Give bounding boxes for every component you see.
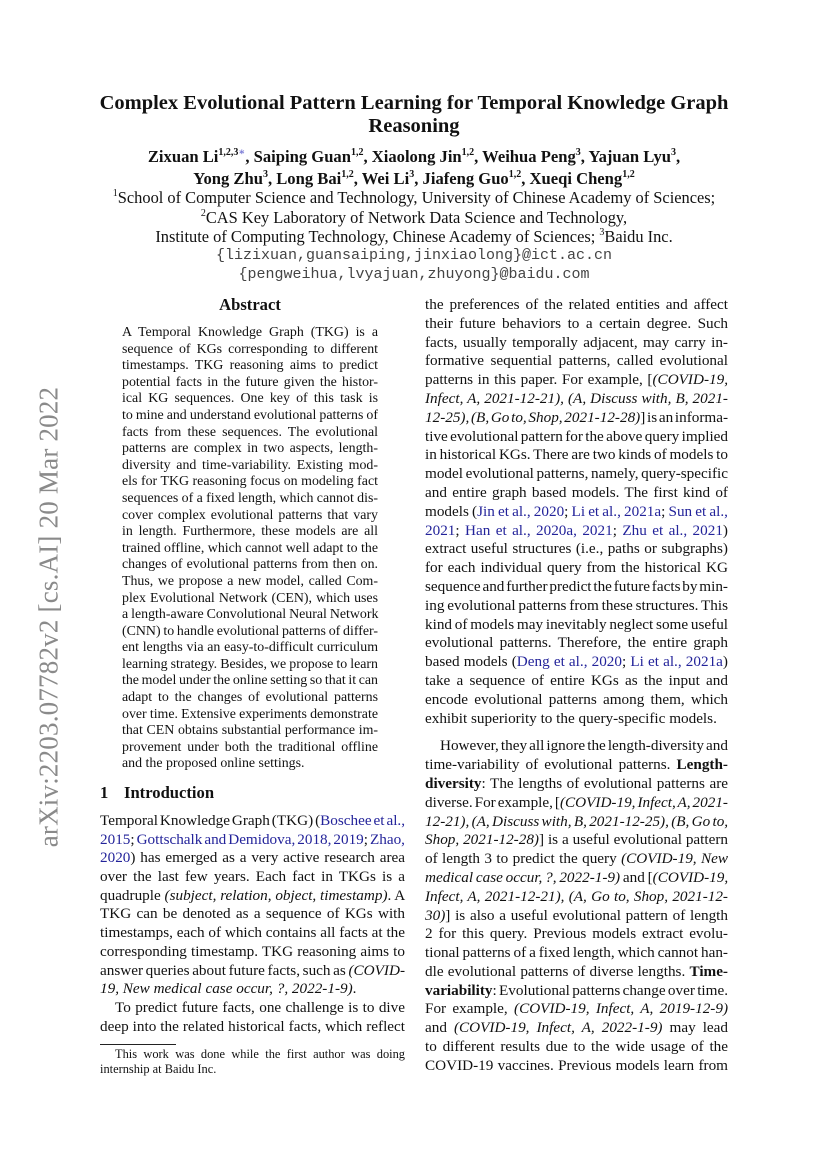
author-name: Jiafeng Guo <box>422 169 509 188</box>
citation-link[interactable]: Jin et al., 2020 <box>477 502 565 520</box>
text-line <box>122 325 378 342</box>
section-number: 1 <box>100 783 109 802</box>
author <box>372 147 474 166</box>
text-line <box>122 690 378 707</box>
text: based models ( <box>425 653 517 671</box>
text-line <box>425 813 728 832</box>
author <box>362 169 414 188</box>
text: potential facts in the future given the histor- <box>122 374 378 390</box>
introduction-left-column <box>100 812 405 1036</box>
text-line <box>122 474 378 491</box>
text: deep into the related historical facts, which reflect <box>100 1017 405 1035</box>
text-line <box>122 640 378 657</box>
text: ) <box>722 521 728 539</box>
italic-text: 12-21), (A, Discuss with, B, 2021-12-25), (B, Go to, <box>425 812 729 830</box>
text: the model under the online setting so that it can <box>122 673 378 689</box>
text: patterns are complex in two aspects, length- <box>122 441 378 457</box>
text: changes of evolutional patterns from then on. <box>122 557 378 573</box>
text: extract useful structures (i.e., paths or subgraphs) <box>425 540 728 558</box>
text-line <box>425 522 728 541</box>
italic-text: (subject, relation, object, timestamp) <box>164 886 388 904</box>
text-line <box>425 982 728 1001</box>
citation-link[interactable]: 2020 <box>100 849 131 867</box>
author-line <box>60 146 768 168</box>
text-line <box>122 508 378 525</box>
text: formative sequential patterns, called evolutional <box>425 352 728 370</box>
text-line <box>100 980 405 999</box>
text-line <box>122 524 378 541</box>
author-affiliation-marks: 1,2 <box>350 147 364 158</box>
bold-text: Time- <box>689 962 728 980</box>
email-line: {lizixuan,guansaiping,jinxiaolong}@ict.ac.cn <box>215 247 613 264</box>
text: ) <box>722 653 728 671</box>
citation-link[interactable]: Han et al., 2020a, 2021 <box>465 521 613 539</box>
text-line <box>122 491 378 508</box>
text: To predict future facts, one challenge is to dive <box>115 998 405 1016</box>
text: time-variability of evolutional patterns. <box>425 756 677 774</box>
text-line <box>425 296 728 315</box>
text: 2 for this query. Previous models extract evolu- <box>425 925 728 943</box>
section-title: Introduction <box>124 783 215 802</box>
text-line <box>122 657 378 674</box>
author-name: Zixuan Li <box>147 147 219 166</box>
text-line <box>122 425 378 442</box>
text-line <box>425 616 728 635</box>
text: diverse. For example, [ <box>425 793 560 811</box>
author-name: Wei Li <box>361 169 410 188</box>
text-line <box>425 756 728 775</box>
paragraph-gap <box>425 728 728 737</box>
text: to different results due to the wide usage of the <box>425 1038 728 1056</box>
italic-text: Infect, A, 2021-12-21), (A, Go to, Shop, 2021-12- <box>425 887 728 905</box>
affiliation-text: Institute of Computing Technology, Chinese Academy of Sciences; <box>155 227 600 247</box>
text: plex Evolutional Network (CEN), which uses <box>122 590 378 606</box>
footnote-line: internship at Baidu Inc. <box>100 1061 217 1076</box>
text: adapt to the changes of evolutional patterns <box>122 690 378 706</box>
text: Thus, we propose a new model, called Com- <box>122 573 378 589</box>
text-line <box>122 557 378 574</box>
text-line <box>122 624 378 641</box>
text: and <box>425 1019 454 1037</box>
text-line <box>425 691 728 710</box>
text-line <box>100 812 405 831</box>
affiliation-text: Baidu Inc. <box>604 227 673 247</box>
text: ] is an informa- <box>640 408 729 426</box>
author-name: Xueqi Cheng <box>529 169 623 188</box>
text: exhibit superiority to the query-specific models. <box>425 709 717 727</box>
text-line <box>122 375 378 392</box>
text-line <box>425 1019 728 1038</box>
citation-link[interactable]: Boschee et al., <box>320 812 406 829</box>
title-line: Reasoning <box>368 115 460 137</box>
author <box>482 147 581 166</box>
text: : The lengths of evolutional patterns are <box>481 774 728 792</box>
citation-link[interactable]: Zhao, <box>369 830 405 848</box>
text: of length 3 to predict the query <box>425 850 622 868</box>
bold-text: diversity <box>425 774 482 792</box>
separator: , <box>414 169 423 188</box>
author-name: Saiping Guan <box>253 147 351 166</box>
text-line <box>100 962 405 981</box>
italic-text: 19, New medical case occur, ?, 2022-1-9) <box>100 980 353 998</box>
text-line <box>425 672 728 691</box>
text-line <box>425 634 728 653</box>
text-line <box>425 869 728 888</box>
text: tive evolutional pattern for the above query implied <box>425 427 728 445</box>
text: corresponding timestamp. TKG reasoning aims to <box>100 942 405 960</box>
text-line <box>425 409 728 428</box>
author-affiliation-marks: 1,2 <box>622 169 635 180</box>
text: answer queries about future facts, such as <box>100 961 349 979</box>
affiliation-text: CAS Key Laboratory of Network Data Science and Technology, <box>205 207 628 227</box>
text: learning strategy. Besides, we propose to learn <box>122 656 378 672</box>
text: ; <box>612 521 623 539</box>
text: models ( <box>425 502 478 520</box>
author-line <box>60 168 768 190</box>
introduction-right-column <box>425 296 728 1076</box>
text-line <box>100 887 405 906</box>
text-line <box>425 907 728 926</box>
italic-text: (COVID-19, <box>652 371 728 389</box>
text-line <box>425 963 728 982</box>
text-line <box>425 794 728 813</box>
text: Temporal Knowledge Graph (TKG) ( <box>100 812 321 829</box>
text: timestamps. TKG reasoning aims to predict <box>122 358 378 374</box>
text: sequence and further predict the future facts by min- <box>425 577 728 595</box>
author <box>148 147 245 166</box>
text: facts, usually temporally adjacent, may carry in- <box>425 333 728 351</box>
citation-link[interactable]: Li et al., 2021a <box>630 653 723 671</box>
text: and entire graph based models. The first kind of <box>425 483 728 501</box>
text: ; <box>661 502 669 520</box>
text: . A <box>387 886 406 904</box>
separator: , <box>675 147 681 166</box>
text-line <box>425 850 728 869</box>
text-line <box>100 1018 405 1037</box>
text: ] is a useful evolutional pattern <box>539 831 728 849</box>
italic-text: (COVID- <box>348 961 405 979</box>
text-line <box>122 358 378 375</box>
abstract-heading: Abstract <box>219 295 281 314</box>
abstract-body <box>122 325 378 773</box>
text-line <box>122 591 378 608</box>
text: (CNN) to handle evolutional patterns of differ- <box>122 623 378 639</box>
author-name: Weihua Peng <box>482 147 576 166</box>
text: : Evolutional patterns change over time. <box>492 981 728 999</box>
italic-text: 30) <box>425 906 446 924</box>
separator: , <box>363 147 372 166</box>
text: ; <box>622 653 631 671</box>
italic-text: medical case occur, ?, 2022-1-9) <box>425 868 621 886</box>
text-line <box>122 342 378 359</box>
text-line <box>425 503 728 522</box>
text: ; <box>363 830 370 848</box>
text: provement under both the traditional offline <box>122 739 378 755</box>
text: and [ <box>620 868 653 886</box>
text-line <box>425 428 728 447</box>
text-line <box>100 831 405 850</box>
author-affiliation-marks: 1,2,3 <box>218 147 239 158</box>
author-name: Long Bai <box>276 169 342 188</box>
text-line <box>122 673 378 690</box>
text: For example, <box>425 1000 515 1018</box>
italic-text: (COVID-19, New <box>621 850 728 868</box>
text: patterns in this paper. For example, [ <box>425 371 653 389</box>
text: their future behaviors to a certain degree. Such <box>425 314 728 332</box>
affiliations <box>40 188 788 247</box>
text: kind of models may inevitably neglect some useful <box>425 615 729 633</box>
author-affiliation-marks: 1,2 <box>341 169 354 180</box>
text: facts from these sequences. The evolutional <box>122 424 378 440</box>
text-line <box>100 905 405 924</box>
paragraph <box>100 999 405 1036</box>
text: cover complex evolutional patterns that vary <box>122 507 378 523</box>
footnote-divider <box>100 1044 176 1045</box>
text-line <box>100 943 405 962</box>
text: A Temporal Knowledge Graph (TKG) is a <box>122 325 378 340</box>
text: quadruple <box>100 886 165 904</box>
text-line <box>425 578 728 597</box>
text: sequence of KGs corresponding to different <box>122 341 378 357</box>
text: the preferences of the related entities and affect <box>425 296 728 313</box>
separator: , <box>245 147 254 166</box>
text-line <box>100 999 405 1018</box>
text: for each individual query from the historical KG <box>425 559 728 577</box>
text-line <box>122 723 378 740</box>
text-line <box>122 541 378 558</box>
citation-link[interactable]: Sun et al., <box>668 502 728 520</box>
text-line <box>425 334 728 353</box>
author <box>254 147 364 166</box>
text-line <box>122 408 378 425</box>
affiliation-text: School of Computer Science and Technology, University of Chinese Academy of Sciences; <box>117 188 716 207</box>
author-name: Xiaolong Jin <box>371 147 462 166</box>
author-affiliation-marks: 1,2 <box>461 147 475 158</box>
footnote-line: This work was done while the first author was doing <box>115 1047 405 1061</box>
text: over time. Extensive experiments demonstrate <box>122 706 378 722</box>
bold-text: Length- <box>676 756 728 774</box>
text: ent lengths via an easy-to-difficult curriculum <box>122 640 378 656</box>
text-line <box>425 446 728 465</box>
author-list <box>60 146 768 190</box>
text: evolutional patterns. Therefore, the entire graph <box>425 634 728 652</box>
citation-link[interactable]: Gottschalk and Demidova, 2018, 2019 <box>136 830 364 848</box>
affiliation-number: 1 <box>112 188 118 199</box>
text-line <box>425 597 728 616</box>
bold-text: variability <box>425 981 493 999</box>
text-line <box>425 484 728 503</box>
separator: , <box>353 169 362 188</box>
text-line <box>122 458 378 475</box>
affiliation-line <box>40 188 788 208</box>
author-affiliation-marks: 1,2 <box>508 169 522 180</box>
text-line <box>425 1000 728 1019</box>
separator: , <box>474 147 483 166</box>
italic-text: Shop, 2021-12-28) <box>425 831 539 849</box>
italic-text: (COVID-19, Infect, A, 2022-1-9) <box>453 1019 663 1037</box>
text: timestamps, each of which contains all facts at the <box>100 924 405 942</box>
text: ing evolutional patterns from these structures. This <box>425 596 728 614</box>
text-line <box>122 740 378 757</box>
text: ical KG sequences. One key of this task is <box>122 391 378 407</box>
affiliation-line <box>40 227 788 247</box>
text-line <box>425 315 728 334</box>
text: sequences of a fixed length, which cannot dis- <box>122 490 378 506</box>
text-line <box>425 1038 728 1057</box>
text: ] is also a useful evolutional pattern of length <box>445 906 728 924</box>
text-line <box>100 924 405 943</box>
text: and the proposed online settings. <box>122 756 305 772</box>
text: However, they all ignore the length-diversity and <box>440 737 728 755</box>
italic-text: (COVID-19, Infect, A, 2019-12-9) <box>514 1000 729 1018</box>
author-affiliation-marks: 3 <box>409 169 415 180</box>
author-name: Yajuan Lyu <box>588 147 671 166</box>
italic-text: (COVID-19, <box>652 868 729 886</box>
citation-link[interactable]: Li et al., 2021a <box>571 502 662 520</box>
text-line <box>425 540 728 559</box>
text: trained offline, which cannot well adapt to the <box>122 540 378 556</box>
text-line <box>122 574 378 591</box>
text: ; <box>564 502 572 520</box>
text: a length-aware Convolutional Neural Network <box>122 607 379 623</box>
separator: , <box>267 169 277 188</box>
text: in historical KGs. There are two kinds of models to <box>425 446 728 464</box>
separator: , <box>521 169 530 188</box>
footnote-mark[interactable]: ∗ <box>238 147 246 158</box>
citation-link[interactable]: Deng et al., 2020 <box>516 653 622 671</box>
text: tional patterns of a fixed length, which cannot han- <box>425 944 728 962</box>
text-line <box>100 868 405 887</box>
text-line <box>425 559 728 578</box>
text: els for TKG reasoning focus on modeling fact <box>122 474 378 490</box>
text: ; <box>130 830 137 848</box>
email-line: {pengweihua,lvyajuan,zhuyong}@baidu.com <box>238 265 590 283</box>
text-line <box>425 710 728 729</box>
italic-text: Infect, A, 2021-12-21), (A, Discuss with, B, 2021- <box>425 389 728 407</box>
text-line <box>425 465 728 484</box>
text-line <box>122 756 378 773</box>
text: may lead <box>662 1019 728 1037</box>
text-line <box>425 352 728 371</box>
text: to mine and understand evolutional patterns of <box>122 407 378 423</box>
text: diversity and time-variability. Existing mod- <box>122 457 378 473</box>
text: take a sequence of entire KGs as the input and <box>425 671 728 689</box>
text: that CEN obtains substantial performance im- <box>122 723 378 739</box>
paragraph <box>425 737 728 1075</box>
paragraph <box>122 325 378 773</box>
author-affiliation-marks: 3 <box>670 147 676 158</box>
text: model evolutional patterns, namely, query-specific <box>425 465 728 483</box>
citation-link[interactable]: 2021 <box>425 521 456 539</box>
text: encode evolutional patterns among them, which <box>425 690 728 708</box>
affiliation-number: 3 <box>599 227 605 239</box>
author <box>276 169 354 188</box>
text-line <box>100 849 405 868</box>
text-line <box>122 607 378 624</box>
text: ; <box>455 521 465 539</box>
text: in length. Furthermore, these models are all <box>122 524 378 540</box>
citation-link[interactable]: Zhu et al., 2021 <box>622 521 723 539</box>
author-affiliation-marks: 3 <box>262 169 268 180</box>
text-line <box>122 441 378 458</box>
text-line <box>425 737 728 756</box>
author <box>530 169 635 188</box>
text-line <box>425 775 728 794</box>
text-line <box>425 831 728 850</box>
affiliation-line <box>40 208 788 228</box>
author <box>193 169 268 188</box>
italic-text: 12-25), (B, Go to, Shop, 2021-12-28) <box>425 408 641 426</box>
author-emails <box>60 247 768 285</box>
paragraph <box>100 812 405 999</box>
text: TKG can be denoted as a sequence of KGs with <box>100 905 405 923</box>
author-affiliation-marks: 3 <box>575 147 581 158</box>
author-name: Yong Zhu <box>193 169 263 188</box>
text: . <box>352 980 357 998</box>
separator: , <box>580 147 589 166</box>
text-line <box>425 944 728 963</box>
text: dle evolutional patterns of diverse lengths. <box>425 962 690 980</box>
text: COVID-19 vaccines. Previous models learn from <box>425 1056 728 1074</box>
title-line: Complex Evolutional Pattern Learning for Temporal Knowledge Graph <box>99 92 729 114</box>
text-line <box>425 390 728 409</box>
affiliation-number: 2 <box>200 207 206 219</box>
footnote <box>100 1047 405 1076</box>
text-line <box>425 888 728 907</box>
text-line <box>425 653 728 672</box>
arxiv-identifier-stamp: arXiv:2203.07782v2 [cs.AI] 20 Mar 2022 <box>33 386 64 848</box>
text: over the last few years. Each fact in TKGs is a <box>100 868 405 886</box>
section-heading-introduction <box>100 783 214 803</box>
author <box>423 169 522 188</box>
text-line <box>425 371 728 390</box>
author <box>588 147 676 166</box>
text-line <box>425 925 728 944</box>
paragraph <box>425 296 728 728</box>
italic-text: (COVID-19, Infect, A, 2021- <box>559 793 728 811</box>
text-line <box>122 707 378 724</box>
text-line <box>122 391 378 408</box>
paper-title <box>60 92 768 138</box>
text: ) has emerged as a very active research area <box>130 849 405 867</box>
text-line <box>425 1057 728 1076</box>
citation-link[interactable]: 2015 <box>100 830 131 848</box>
